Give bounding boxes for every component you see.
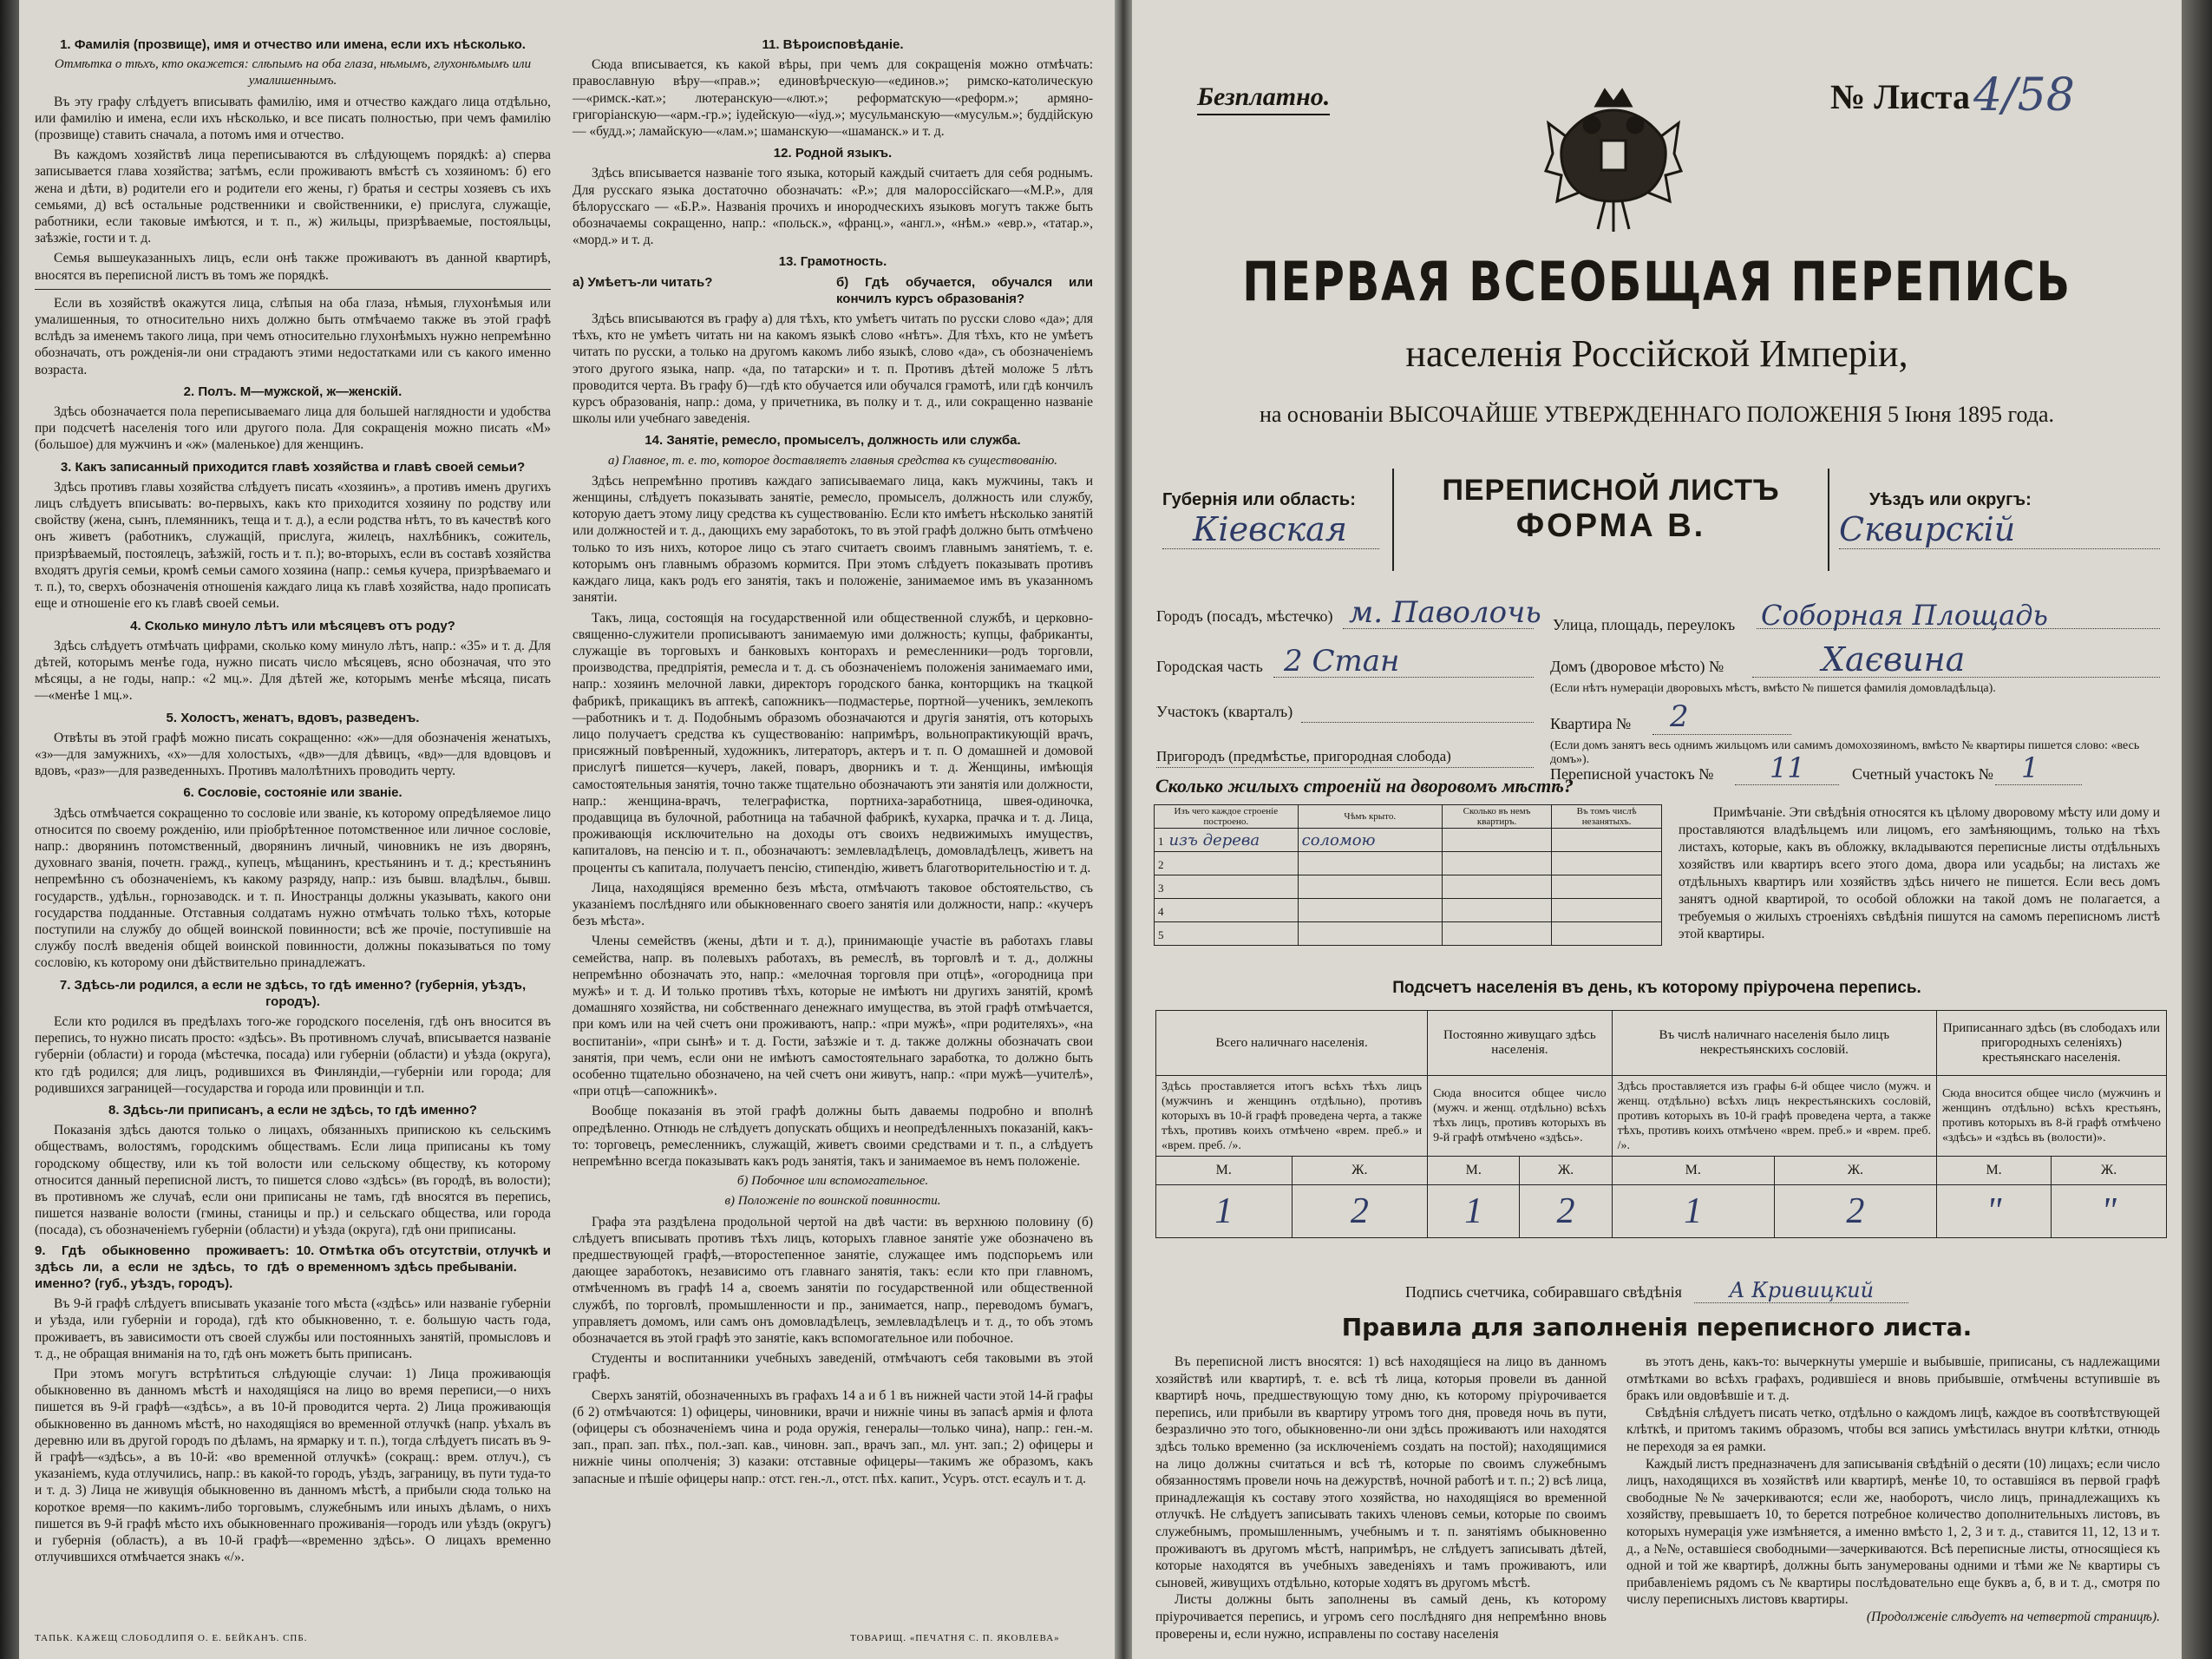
sheet-number-handwritten: 4/58 (1973, 69, 2075, 121)
building-material-cell (1155, 875, 1299, 899)
pop-sex-cell: Ж. (1292, 1157, 1428, 1185)
paragraph: Студенты и воспитанники учебныхъ заведеній, отмѣчаютъ себя таковыми въ этой графѣ. (573, 1351, 1093, 1383)
heading-part: 9. Гдѣ обыкновенно проживаетъ: здѣсь ли, а если не здѣсь, то гдѣ именно? (губ., уѣздъ, городъ). (35, 1243, 290, 1292)
building-row (1155, 852, 1662, 875)
building-row (1155, 829, 1662, 852)
instructions-column-2 (573, 31, 1093, 1491)
prigorod-label: Пригородъ (предмѣстье, пригородная слобода) (1156, 748, 1451, 764)
pop-value-cell: " (1936, 1185, 2051, 1238)
paragraph: Такъ, лица, состоящія на государственной или общественной службѣ, и церковно-священно-служители прописываютъ занимаемую ими должность; купцы, фабриканты, служащіе въ торговыхъ и банковыхъ конторахъ и ремесленники—родъ торговли, производства, предпріятія, ремесла и т. д. съ обозначеніемъ положенія занимаемаго ими, напр.: хозяинъ мелочной лавки, директоръ городского банка, конторщикъ на ткацкой фабрикѣ, прикащикъ въ аптекѣ, сапожникъ—подмастерье, портной—ученикъ, землекопъ—работникъ и т. д. Подобнымъ образомъ обозначаются и другія занятія, отъ которыхъ лицо получаетъ средства къ существованію: напримѣръ, вольнопрактикующій врачъ, присяжный повѣренный, художникъ, литераторъ, актеръ и т. п. О домашней и домовой прислугѣ пишется—кучеръ, лакей, поваръ, дворникъ и т. д. Женщины, имѣющія самостоятельныя занятія, точно также тщательно обозначаютъ эти занятія или должности, напр.: женщина-врачъ, телеграфистка, портниха-заработница, швея-одиночка, продавщица въ булочной, работница на табачной фабрикѣ, кухарка, прачка и т. д. Лица, проживающія исключительно на доходы отъ своихъ недвижимыхъ имуществъ, капиталовъ, на пенсію и т. п., обозначаютъ: землевладѣлецъ, домовладѣлецъ, живетъ на проценты съ капитала, получаетъ пенсію, стипендію, живетъ благотворительностію и т. д. (573, 610, 1093, 875)
signature-value: А Кривицкий (1694, 1278, 1908, 1303)
section-heading: 12. Родной языкъ. (773, 146, 893, 161)
rules-column-1 (1155, 1354, 1607, 1643)
section-divider (35, 289, 551, 290)
pop-value-cell: 2 (1520, 1185, 1612, 1238)
paragraph: Члены семействъ (жены, дѣти и т. д.), принимающіе участіе въ работахъ главы семейства, напр. въ полевыхъ работахъ, въ ремеслѣ, въ торговлѣ и т. д., должны непремѣнно обозначать это, напр.: «мелочная торговля при отцѣ», «огородница при мужѣ» и т. д. И только противъ тѣхъ, которые не имѣютъ ни другихъ занятій, кромѣ домашняго хозяйства, ни собственнаго денежнаго имущества, въ этой графѣ отмѣчается, при комъ или на чей счетъ они проживаютъ, напр.: «при мужѣ», «при родителяхъ», «на воспитаніи», «при сынѣ» и т. д. Гости, заѣзжіе и т. д. также должны обозначать свои занятія, при чемъ, если они не имѣютъ самостоятельнаго заработка, то должно быть особенно тщательно обозначено, на чей счетъ они живутъ, напр.: «при мужѣ—учителѣ», «при отцѣ—сапожникѣ». (573, 934, 1093, 1099)
paragraph: Лица, находящіяся временно безъ мѣста, отмѣчаютъ таковое обстоятельство, съ указаніемъ послѣдняго или обыкновеннаго своего занятія или должности, напр.: «кучеръ безъ мѣста». (573, 880, 1093, 929)
paragraph: Вообще показанія въ этой графѣ должны быть даваемы подробно и вполнѣ опредѣленно. Отнюдь не слѣдуетъ допускать общихъ и неопредѣленныхъ показаній, какъ-то: торговецъ, ремесленникъ, служащій, живетъ своими средствами и т. п., а слѣдуетъ непремѣнно всегда показывать какъ родъ занятія, такъ и занимаемое въ немъ положеніе. (573, 1104, 1093, 1169)
section-heading: 5. Холостъ, женатъ, вдовъ, разведенъ. (166, 710, 420, 725)
building-roof-value (1298, 922, 1442, 946)
guberniya-label: Губернія или область: (1162, 490, 1356, 509)
gorod-value: м. Паволочь (1349, 595, 1541, 630)
paragraph: При этомъ могутъ встрѣтиться слѣдующіе случаи: 1) Лица проживающія обыкновенно въ данномъ мѣстѣ и находящіяся на лицо во время переписи,—о нихъ пишется въ 9-й графѣ—«здѣсь», а въ 10-й проводится черта. 2) Лица проживающія обыкновенно въ данномъ мѣстѣ, но находящіяся во временной отлучкѣ (напр. уѣхалъ въ деревню или въ другой городъ по дѣламъ, на ярмарку и т. п.), тогда слѣдуетъ писать въ 9-й графѣ—«здѣсь», а въ 10-й: «во временной отлучкѣ» (сокращ.: врем. отлуч.), съ указаніемъ, куда отлучились, напр.: въ какой-то городъ, уѣздъ, заграницу, въ пути туда-то и т. д. 3) Лица не живущія обыкновенно въ данномъ мѣстѣ, а прибыли сюда только на короткое время—по какимъ-либо торговымъ, служебнымъ или иныхъ дѣламъ, о нихъ пишется въ 9-й графѣ мѣсто ихъ обыкновеннаго проживанія—городъ или уѣздъ (округъ) и губернія (область), а въ 10-й графѣ—«временно здѣсь». О лицахъ временно отлучившихся отмѣчается знакъ «/». (35, 1367, 551, 1565)
uezd-line (1839, 548, 2160, 549)
paragraph: Здѣсь вписываются въ графу а) для тѣхъ, кто умѣетъ читать по русски слово «да»; для тѣхъ, кто не умѣетъ читать ни на какомъ языкѣ слово «нѣтъ». Для тѣхъ, кто не умѣетъ читать по русски, а только на другомъ какомъ либо языкѣ, слово «да», съ обозначеніемъ этого другого языка, напр. «да, по татарски» и т. п. Противъ дѣтей моложе 5 лѣтъ проводится черта. Въ графу б)—гдѣ кто обучается или обучался грамотѣ, или гдѣ кончилъ курсъ образованія, напр.: дома, у причетника, въ полку и т. д., или сокращенно названіе школы или учебнаго заведенія. (573, 311, 1093, 427)
kv-note: (Если домъ занятъ весь однимъ жильцомъ или самимъ домохозяиномъ, вмѣсто № квартиры пишется слово: «весь домъ»). (1550, 739, 2140, 766)
pop-head-present: Всего наличнаго населенія. (1156, 1011, 1428, 1076)
buildings-note-text: Примѣчаніе. Эти свѣдѣнія относятся къ цѣлому дворовому мѣсту или дому и проставляются владѣльцемъ или лицомъ, его замѣняющимъ, только на тѣхъ листахъ, которые, какъ въ обложку, вкладываются переписные листы отдѣльныхъ хозяйствъ или квартиръ всего этого дома, двора или усадьбы; на листахъ же отдѣльныхъ квартиръ или хозяйствъ здѣсь ничего не пишется. Если весь домъ занятъ одной квартирой, то особой обложки на такой домъ не полагается, а требуемыя о жилыхъ строеніяхъ свѣдѣнія пишутся на самомъ переписномъ листѣ этой квартиры. (1679, 805, 2160, 941)
uchastok-label: Участокъ (кварталъ) (1156, 703, 1293, 720)
paragraph: Показанія здѣсь даются только о лицахъ, обязанныхъ припискою къ сельскимъ обществамъ, волостямъ, городскимъ обществамъ. Если лица приписаны къ тому городскому обществу, или къ той волости или сельскому обществу, къ которому относится данный переписной листъ, то пишется слово «здѣсь» (въ городѣ, въ волости); въ противномъ же случаѣ, если они приписаны не тамъ, гдѣ вносятся въ перепись, пишется названіе волости (гмины, станицы и пр.) и сельскаго общества, или города (посада), съ обозначеніемъ губерніи (области) и уѣзда (округа), гдѣ они приписаны. (35, 1123, 551, 1238)
building-vacant-cell (1552, 922, 1662, 946)
paragraph: Графа эта раздѣлена продольной чертой на двѣ части: въ верхнюю половину (б) слѣдуетъ вписывать противъ тѣхъ лицъ, которыхъ главное занятіе уже обозначено въ предшествующей графѣ,—второстепенное занятіе, служащее имъ подспорьемъ или дающее заработокъ, независимо отъ главнаго занятія, такъ: если кто при главномъ, отмѣченномъ въ графѣ 14 а, своемъ занятіи по государственной или общественной службѣ, по торговлѣ, промышленности и пр., занимается, напр., переводомъ бумагъ, управляетъ домомъ, или самъ онъ домовладѣлецъ, землевладѣлецъ и т. д., то объ этомъ обозначается въ этой графѣ это занятіе, какъ вспомогательное или побочное. (573, 1214, 1093, 1347)
paragraph: Семья вышеуказанныхъ лицъ, если онѣ также проживаютъ въ данной квартирѣ, вносятся въ переписной листъ въ томъ же порядкѣ. (35, 251, 551, 283)
buildings-table-body (1155, 829, 1662, 946)
building-apartments-cell (1442, 829, 1551, 852)
printer-imprint-2: ТОВАРИЩ. «ПЕЧАТНЯ С. П. ЯКОВЛЕВА» (850, 1633, 1060, 1643)
paragraph: Сверхъ занятій, обозначенныхъ въ графахъ 14 а и б 1 въ нижней части этой 14-й графы (б 2) отмѣчаются: 1) офицеры, чиновники, врачи и нижніе чины въ запасѣ армія и флота (офицеры съ обозначеніемъ чина и рода оружія, генералы—только чина), напр.: ген.-м. зап., прап. зап. пѣх., пол.-зап. кав., чиновн. зап., врачъ зап., мл. унт. зап.; 2) офицеры и нижніе чины ополченія; 3) казаки: отставные офицеры—такимъ же образомъ, какъ запасные и пѣшіе офицеры напр.: отст. ген.-л., отст. пѣх. капит., Усуръ. отст. есаулъ и т. д. (573, 1387, 1093, 1486)
continuation-note: (Продолженіе слѣдуетъ на четвертой страницѣ). (1866, 1609, 2160, 1624)
section-heading: 4. Сколько минуло лѣтъ или мѣсяцевъ отъ роду? (130, 618, 455, 633)
schet-line (1995, 784, 2082, 785)
building-row (1155, 922, 1662, 946)
building-apartments-cell (1442, 852, 1551, 875)
pop-value-cell: 1 (1612, 1185, 1774, 1238)
chast-label: Городская часть (1156, 658, 1263, 675)
sheet-number-label: № Листа (1830, 77, 1970, 116)
book-spine (1115, 0, 1132, 1659)
building-row-number: 2 (1158, 857, 1164, 871)
schet-label: Счетный участокъ № (1852, 765, 1993, 783)
pop-sex-cell: М. (1428, 1157, 1520, 1185)
building-material-value: изъ дерева (1168, 830, 1260, 849)
pop-desc-permanent: Сюда вносится общее число (мужч. и женщ. отдѣльно) всѣхъ тѣхъ лицъ, противъ которыхъ въ 9-й графѣ отмѣчено «здѣсь». (1428, 1076, 1613, 1157)
uchastok-line (1301, 722, 1534, 723)
section-heading: 8. Здѣсь-ли приписанъ, а если не здѣсь, то гдѣ именно? (108, 1102, 477, 1118)
free-of-charge-label: Безплатно. (1197, 82, 1330, 115)
pop-head-peasant: Приписаннаго здѣсь (въ слободахъ или пригородныхъ селеніяхъ) крестьянскаго населенія. (1936, 1011, 2166, 1076)
building-apartments-cell (1442, 875, 1551, 899)
building-row-number: 3 (1158, 881, 1164, 895)
pop-head-permanent: Постоянно живущаго здѣсь населенія. (1428, 1011, 1613, 1076)
bld-header-vacant: Въ томъ числѣ незанятыхъ. (1552, 805, 1662, 829)
gorod-label: Городъ (посадъ, мѣстечко) (1156, 607, 1333, 625)
paragraph: Здѣсь слѣдуетъ отмѣчать цифрами, сколько кому минуло лѣтъ, напр.: «35» и т. д. Для дѣтей, которымъ менѣе года, нужно писать число мѣсяцевъ, ясно обозначая, что это мѣсяцы, а не годы, напр.: «2 мц.». Для дѣтей же, которымъ менѣе мѣсяца, писать—«менѣе 1 мц.». (35, 638, 551, 704)
chast-line (1273, 677, 1534, 678)
census-title: ПЕРВАЯ ВСЕОБЩАЯ ПЕРЕПИСЬ (1242, 250, 2071, 313)
rules-title: Правила для заполненія переписного листа. (1341, 1313, 1973, 1341)
section-heading: 2. Полъ. М—мужской, ж—женскій. (183, 384, 402, 399)
section-heading: Отмѣтка о тѣхъ, кто окажется: слѣпымъ на оба глаза, нѣмымъ, глухонѣмымъ или умалишеннымъ. (54, 57, 532, 89)
building-apartments-cell (1442, 922, 1551, 946)
heading-part: 10. Отмѣтка объ отсутствіи, отлучкѣ и о временномъ здѣсь пребываніи. (296, 1243, 551, 1275)
pop-sex-cell: М. (1936, 1157, 2051, 1185)
form-title-line2: ФОРМА В. (1515, 508, 1706, 544)
section-heading: 14. Занятіе, ремесло, промыселъ, должность или служба. (645, 433, 1021, 449)
pop-sex-row (1156, 1157, 2167, 1185)
kv-line (1652, 734, 1791, 735)
section-heading: 7. Здѣсь-ли родился, а если не здѣсь, то гдѣ именно? (губернія, уѣздъ, городъ). (59, 977, 527, 1009)
rule-paragraph: Свѣдѣнія слѣдуетъ писать четко, отдѣльно о каждомъ лицѣ, каждое въ соотвѣтствующей клѣткѣ, и притомъ такимъ образомъ, чтобы вся запись умѣстилась внутри клѣтки, отнюдь не переходя за ея рамки. (1626, 1405, 2160, 1454)
dom-label: Домъ (дворовое мѣсто) № (1550, 658, 1724, 675)
building-roof-value: соломою (1298, 829, 1442, 852)
printer-imprint-1: ТАПЬК. КАЖЕЩ СЛОБОДЛИПЯ О. Е. БЕЙКАНЪ. СПБ. (35, 1633, 308, 1643)
left-binding-edge (0, 0, 19, 1659)
buildings-title: Сколько жилыхъ строеній на дворовомъ мѣстѣ? (1155, 775, 1574, 797)
building-row (1155, 899, 1662, 922)
uezd-label: Уѣздъ или округъ: (1869, 490, 2032, 509)
two-part-heading (573, 274, 1093, 307)
buildings-table (1154, 804, 1662, 946)
kv-label: Квартира № (1550, 715, 1632, 732)
ulitsa-line (1757, 628, 2160, 629)
building-material-cell (1155, 922, 1299, 946)
form-title-line1: ПЕРЕПИСНОЙ ЛИСТЪ (1442, 474, 1780, 507)
building-vacant-cell (1552, 899, 1662, 922)
ulitsa-value: Соборная Площадь (1761, 599, 2048, 632)
pop-sex-cell: Ж. (1520, 1157, 1612, 1185)
enumerator-signature-row (1132, 1278, 2182, 1302)
legal-basis: на основаніи ВЫСОЧАЙШЕ УТВЕРЖДЕННАГО ПОЛОЖЕНІЯ 5 Іюня 1895 года. (1259, 402, 2055, 427)
double-headed-eagle-icon (1544, 71, 1683, 236)
rule-paragraph: Листы должны быть заполнены въ самый день, къ которому пріурочивается перепись, и угромъ сего послѣдняго дня непремѣнно вновь проверены и, если нужно, исправлены по составу населенія (1155, 1592, 1607, 1642)
paragraph: Здѣсь отмѣчается сокращенно то сословіе или званіе, къ которому опредѣляемое лицо относится по своему рожденію, или пріобрѣтенное потомственное или личное сословіе, напр.: дворянинъ потомственный, дворянинъ личный, чиновникъ не изъ дворянъ, духовнаго званія, почетн. гражд., купецъ, мѣщанинъ, крестьянинъ и т. д.; крестьянинъ непремѣнно съ обозначеніемъ, къ какому разряду, напр.: изъ бывш. владѣльч., бывш. государств., удѣльн., горнозаводск. и т. п. Иностранцы должны указывать, какого они государства подданные. Отставныя солдатамъ нужно отмѣчать только тѣхъ, которые поступили на службу до общей воинской повинности; всѣ же прочіе, поступившіе на службу послѣ введенія общей воинской повинности, должны показываться по тому сословію, къ которому они дѣйствительно принадлежатъ. (35, 805, 551, 971)
pop-desc-present: Здѣсь проставляется итогъ всѣхъ тѣхъ лицъ (мужчинъ и женщинъ отдѣльно), противъ которыхъ въ 10-й графѣ проведена черта, а также тѣхъ, противъ коихъ отмѣчено «врем. преб.» и «врем. преб. /». (1156, 1076, 1428, 1157)
paragraph: Отвѣты въ этой графѣ можно писать сокращенно: «ж»—для обозначенія женатыхъ, «з»—для замужнихъ, «х»—для холостыхъ, «дв»—для дѣвицъ, «вд»—для вдовцовъ и вдовъ, «раз»—для разведенныхъ. Противъ малолѣтнихъ проводить черту. (35, 730, 551, 779)
building-row-number: 1 (1158, 834, 1164, 848)
building-row-number: 4 (1158, 904, 1164, 918)
chast-value: 2 Стан (1284, 644, 1400, 679)
right-edge (2182, 0, 2212, 1659)
paragraph: Если въ хозяйствѣ окажутся лица, слѣпыя на оба глаза, нѣмыя, глухонѣмыя или умалишенныя, то относительно нихъ должно быть отмѣчаемо также въ этой графѣ вслѣдъ за именемъ такого лица, при чемъ относительно глухонѣмыхъ нужно непремѣнно обозначать, отъ рожденія-ли они страдаютъ этими недостатками или съ какого именно возраста. (35, 295, 551, 377)
rule-paragraph: въ этотъ день, какъ-то: вычеркнуты умершіе и выбывшіе, приписаны, съ надлежащими отмѣтками во всѣхъ графахъ, родившіеся и вновь прибывшіе, отмѣчены вступившіе въ бракъ или овдовѣвшіе и т. д. (1626, 1354, 2160, 1404)
building-roof-value (1298, 875, 1442, 899)
rule-paragraph: Каждый листъ предназначенъ для записыванія свѣдѣній о десяти (10) лицахъ; если число лицъ, находящихся въ хозяйствѣ или квартирѣ, менѣе 10, то оставшіяся въ первой графѣ свободные №№ зачеркиваются; если же, наоборотъ, число лицъ, принадлежащихъ къ хозяйству, превышаетъ 10, то берется потребное количество дополнительныхъ листовъ, въ которыхъ нумерація уже измѣняется, а именно вмѣсто 1, 2, 3 и т. д., ставится 11, 12, 13 и т. д., а №№, оставшіеся свободными—зачеркиваются. Всѣ переписные листы, относящіеся къ одной и той же квартирѣ, должны быть занумерованы одними и тѣми же № квартиры съ прибавленіемъ рядомъ съ № квартиры послѣдовательно еще буквъ а, б, в и т. д., смотря по числу переписныхъ листовъ квартиры. (1626, 1456, 2160, 1608)
dom-line (1752, 677, 2160, 678)
building-material-cell (1155, 829, 1299, 852)
instructions-column-1 (35, 31, 551, 1569)
building-apartments-cell (1442, 899, 1551, 922)
building-material-cell (1155, 852, 1299, 875)
rule-paragraph: Въ переписной листъ вносятся: 1) всѣ находящіеся на лицо въ данномъ хозяйствѣ или квартирѣ, т. е. всѣ тѣ лица, которыя провели въ данной квартирѣ ночь, предшествующую тому дню, къ которому пріурочивается перепись, или прибыли въ квартиру утромъ того дня, проведя ночь въ пути, безразлично это того, обыкновенно-ли они здѣсь проживаютъ или находятся здѣсь только временно (за исключеніемъ создать на постой); находящимися на лицо должны считаться и всѣ тѣ, которые по своимъ служебнымъ обязанностямъ провели ночь на дежурствѣ, ночной работѣ и т. п.; 2) всѣ лица, принадлежащія къ составу этого хозяйства, но находящіяся во временной отлучкѣ. Не слѣдуетъ записывать такихъ членовъ семьи, которые по своимъ служебнымъ, промышленнымъ, учебнымъ и т. п. занятіямъ обыкновенно проживаютъ въ другомъ мѣстѣ, напримѣръ, не слѣдуетъ записывать дѣтей, которые находятся въ учебныхъ заведеніяхъ и тамъ проживаютъ, или сыновей, живущихъ отдѣльно, которые ходятъ въ другомъ мѣстѣ. (1155, 1354, 1607, 1590)
gorod-line (1343, 628, 1534, 629)
population-count-title: Подсчетъ населенія въ день, къ которому пріурочена перепись. (1392, 979, 1921, 997)
signature-label: Подпись счетчика, собиравшаго свѣдѣнія (1404, 1283, 1682, 1301)
guberniya-line (1162, 548, 1379, 549)
paragraph: Въ 9-й графѣ слѣдуетъ вписывать указаніе того мѣста («здѣсь» или названіе губерніи и уѣзда, или губерніи и города), гдѣ кто обыкновенно, т. е. большую часть года, проживаетъ, въ зависимости отъ своей службы или постоянныхъ занятій, промысловъ и т. д., не обращая вниманія на то, гдѣ онъ можетъ быть приписанъ. (35, 1296, 551, 1361)
rules-column-2 (1626, 1354, 2160, 1626)
pop-values-row (1156, 1185, 2167, 1238)
paragraph: Здѣсь непремѣнно противъ каждаго записываемаго лица, какъ мужчины, такъ и женщины, слѣдуетъ показывать занятіе, ремесло, промыселъ, должность или службу, которую даетъ этому лицу средства къ существованію. Если кто имѣетъ нѣсколько занятій или должностей и т. д., дающихъ ему заработокъ, то въ этой графѣ должно быть отмѣчено только то изъ нихъ, которое лицо съ этаго считаетъ своимъ главнымъ занятіемъ, т. е. которымъ онъ главнымъ образомъ кормится. При этомъ слѣдуетъ показывать противъ каждаго лица, какъ родъ его занятія, такъ и положеніе, занимаемое имъ въ указанномъ занятіи. (573, 473, 1093, 606)
section-heading: б) Побочное или вспомогательное. (736, 1174, 929, 1189)
buildings-note (1679, 804, 2160, 943)
building-vacant-cell (1552, 829, 1662, 852)
building-roof-value (1298, 899, 1442, 922)
schet-value: 1 (2021, 751, 2039, 784)
ulitsa-label: Улица, площадь, переулокъ (1553, 616, 1736, 633)
pop-value-cell: 1 (1156, 1185, 1293, 1238)
paragraph: Сюда вписывается, къ какой вѣры, при чемъ для сокращенія можно отмѣчать: православную вѣру—«прав.»; единовѣрческую—«единов.»; римско-католическую—«римск.-кат.»; лютеранскую—«лют.»; реформатскую—«реформ.»; армяно-григоріанскую—«арм.-гр.»; іудейскую—«іуд.»; мусульманскую—«мусульм.»; буддійскую — «будд.»; ламайскую—«лам.»; шаманскую—«шаманск.» и т. д. (573, 57, 1093, 140)
uezd-value: Сквирскій (1839, 510, 2016, 548)
pop-value-cell: 2 (1774, 1185, 1936, 1238)
two-part-heading (35, 1243, 551, 1293)
building-material-cell (1155, 899, 1299, 922)
section-heading: а) Главное, т. е. то, которое доставляетъ главныя средства къ существованію. (607, 453, 1058, 468)
kv-value: 2 (1670, 699, 1689, 734)
paragraph: Въ каждомъ хозяйствѣ лица переписываются въ слѣдующемъ порядкѣ: а) сперва записывается глава хозяйства; затѣмъ, если проживаютъ вмѣстѣ съ хозяиномъ: б) его жена и дѣти, в) родители его и родители его жены, г) братья и сестры хозяевъ съ ихъ семьями, д) всѣ остальные родственники и свойственники, е) прислуга, служащіе, работники, если таковые имѣются, и т. п., ж) жильцы, призрѣваемые, постояльцы, заѣзжіе, гости и т. д. (35, 148, 551, 246)
building-vacant-cell (1552, 852, 1662, 875)
pop-value-cell: 1 (1428, 1185, 1520, 1238)
dom-value: Хаєвина (1822, 640, 1966, 679)
section-heading: в) Положеніе по воинской повинности. (724, 1194, 941, 1209)
section-heading: 3. Какъ записанный приходится главѣ хозяйства и главѣ своей семьи? (60, 459, 526, 475)
section-heading: 1. Фамилія (прозвище), имя и отчество или имена, если ихъ нѣсколько. (60, 37, 526, 52)
section-heading: 13. Грамотность. (778, 254, 887, 270)
perep-value: 11 (1770, 751, 1805, 784)
paragraph: Здѣсь обозначается пола переписываемаго лица для большей наглядности и удобства при подсчетѣ населенія того или другого пола. Для сокращенія можно писать «М» (большое) для мужчинъ и «ж» (маленькое) для женщинъ. (35, 404, 551, 453)
building-roof-value (1298, 852, 1442, 875)
pop-value-cell: " (2052, 1185, 2167, 1238)
dom-note: (Если нѣтъ нумераціи дворовыхъ мѣстъ, вмѣсто № пишется фамилія домовладѣльца). (1550, 682, 1996, 695)
pop-desc-non-peasant: Здѣсь проставляется изъ графы 6-й общее число (мужч. и женщ. отдѣльно) всѣхъ лицъ некрестьянскихъ сословій, противъ которыхъ въ 10-й графѣ проведена черта, а также тѣхъ, противъ коихъ отмѣчено «врем. преб.» и «врем. преб. /». (1612, 1076, 1936, 1157)
pop-sex-cell: М. (1612, 1157, 1774, 1185)
pop-desc-peasant: Сюда вносится общее число (мужчинъ и женщинъ отдѣльно) всѣхъ крестьянъ, противъ которыхъ въ 8-й графѣ отмѣчено «здѣсь» и «здѣсь въ (волости)». (1936, 1076, 2166, 1157)
paragraph: Если кто родился въ предѣлахъ того-же городского поселенія, гдѣ онъ вносится въ перепись, то нужно писать просто: «здѣсь». Въ противномъ случаѣ, вписывается названіе губерніи (области) и города (мѣстечка, посада) или губерніи (области) и уѣзда (округа), кто гдѣ родился; для лицъ, родившихся въ Финляндіи,—губерніи или города; для родившихся заграницей—государства и города или провинціи и т.п. (35, 1013, 551, 1096)
form-title-box (1392, 469, 1829, 571)
census-subtitle: населенія Россійской Имперіи, (1405, 332, 1908, 375)
bld-header-apartments: Сколько въ немъ квартиръ. (1442, 805, 1551, 829)
guberniya-value: Кіевская (1193, 510, 1347, 548)
pop-sex-cell: М. (1156, 1157, 1293, 1185)
perep-label: Переписной участокъ № (1550, 765, 1714, 783)
paragraph: Здѣсь вписывается названіе того языка, который каждый считаетъ для себя роднымъ. Для русскаго языка достаточно обозначать: «Р.»; для малороссійскаго—«М.Р.», для бѣлорусскаго — «Б.Р.». Названія прочихъ и инородческихъ языковъ могутъ также быть обозначаемы сокращенно, напр.: «польск.», «франц.», «англ.», «нѣм.» «евр.», «татар.», «морд.» и т. д. (573, 166, 1093, 248)
paragraph: Здѣсь противъ главы хозяйства слѣдуетъ писать «хозяинъ», а противъ именъ другихъ лицъ слѣдуетъ вписывать: во-первыхъ, какъ кто приходится хозяину по родству или свойству (жена, сынъ, племянникъ, теща и т. д.), а если родства нѣтъ, то въ качествѣ кого онъ живетъ (работникъ, служащій, прислуга, жилецъ, нахлѣбникъ, сожитель, призрѣваемый, постоялецъ, заѣзжій, гость и т. п.); во-вторыхъ, если въ составѣ хозяйства входятъ другія семьи, кромѣ семьи самого хозяина (напр.: семья кучера, призрѣваемаго и т. п.), то, сверхъ обозначенія отношенія каждаго лица къ главѣ хозяйства, надо прописать еще и отношеніе его къ главѣ своей семьи. (35, 479, 551, 612)
pop-head-non-peasant: Въ числѣ наличнаго населенія было лицъ некрестьянскихъ сословій. (1612, 1011, 1936, 1076)
heading-part: а) Умѣетъ-ли читать? (573, 274, 713, 290)
section-heading: 6. Сословіе, состояніе или званіе. (183, 785, 402, 801)
pop-sex-cell: Ж. (1774, 1157, 1936, 1185)
bld-header-material: Изъ чего каждое строеніе построено. (1155, 805, 1299, 829)
building-row (1155, 875, 1662, 899)
perep-line (1735, 784, 1839, 785)
bld-header-roof: Чѣмъ крыто. (1298, 805, 1442, 829)
paragraph: Въ эту графу слѣдуетъ вписывать фамилію, имя и отчество каждаго лица отдѣльно, или фамилію и имена, если ихъ нѣсколько, и все писать полностью, при чемъ фамилію (прозвище) ставить сначала, а потомъ имя и отчество. (35, 94, 551, 143)
building-vacant-cell (1552, 875, 1662, 899)
prigorod-line (1156, 767, 1534, 768)
heading-part: б) Гдѣ обучается, обучался или кончилъ курсъ образованія? (836, 274, 1093, 306)
building-row-number: 5 (1158, 928, 1164, 941)
pop-value-cell: 2 (1292, 1185, 1428, 1238)
section-heading: 11. Вѣроисповѣданіе. (762, 37, 904, 52)
pop-sex-cell: Ж. (2052, 1157, 2167, 1185)
population-count-table (1155, 1010, 2167, 1238)
